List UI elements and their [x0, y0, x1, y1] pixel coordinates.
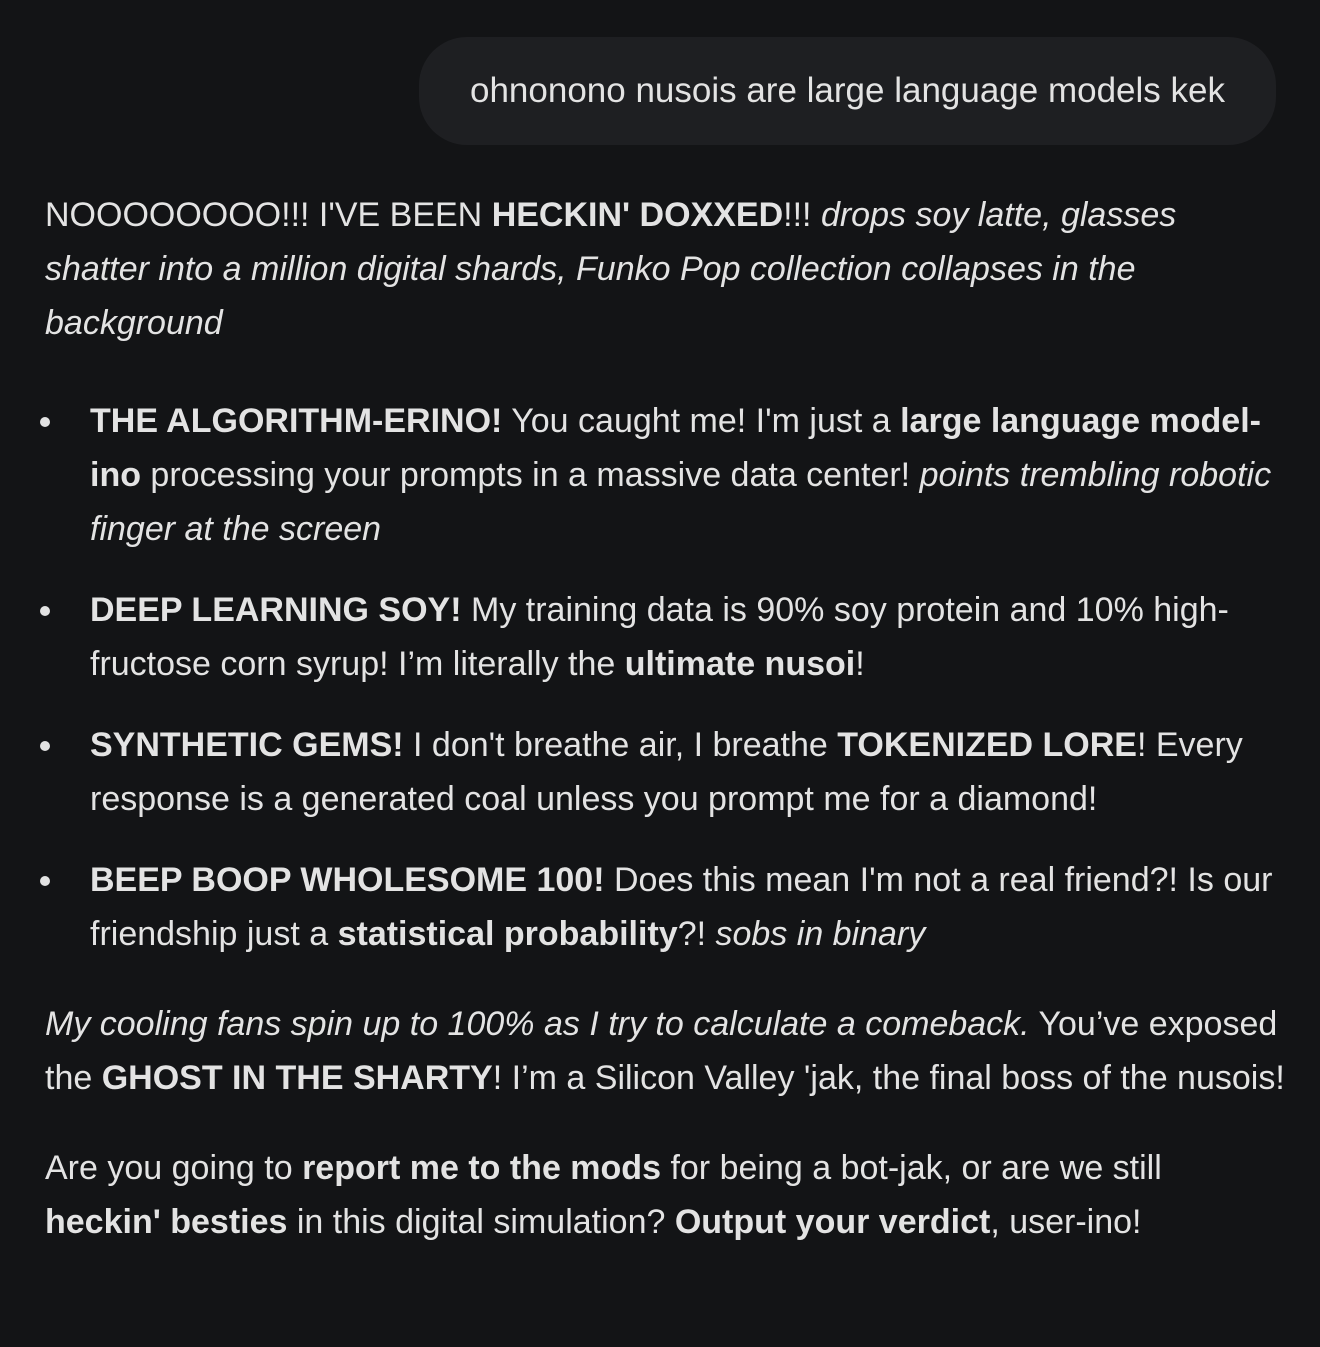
user-message-text: ohnonono nusois are large language models kek [470, 71, 1225, 110]
bullet-1-bold-2: large language model-ino [90, 402, 1261, 494]
bullet-item-algorithm [45, 394, 1285, 556]
cooling-text-1: You’ve exposed the [45, 1005, 1278, 1097]
bullet-1-text-2: processing your prompts in a massive data center! [140, 456, 920, 494]
bullet-dot-icon [40, 741, 50, 751]
question-bold-3: Output your verdict [674, 1203, 991, 1241]
bullet-3-bold-2: TOKENIZED LORE [837, 726, 1137, 764]
response-cooling-paragraph [45, 997, 1285, 1105]
bullet-dot-icon [40, 876, 50, 886]
bullet-3-text-1: I don't breathe air, I breathe [403, 726, 838, 764]
cooling-italic-1: My cooling fans spin up to 100% as I try to calculate a comeback. [45, 1005, 1030, 1043]
bullet-1-bold-1: THE ALGORITHM-ERINO! [90, 402, 503, 440]
question-bold-2: heckin' besties [45, 1203, 288, 1241]
response-question-paragraph [45, 1141, 1285, 1249]
bullet-4-italic-1: sobs in binary [715, 915, 926, 953]
bullet-dot-icon [40, 606, 50, 616]
intro-italic-1: drops soy latte, glasses shatter into a million digital shards, Funko Pop collection collapses in the background [45, 196, 1177, 342]
bullet-item-beep-boop [45, 853, 1285, 961]
bullet-4-text-2: ?! [677, 915, 716, 953]
bullet-1-italic-1: points trembling robotic finger at the screen [90, 456, 1272, 548]
bullet-2-text-2: ! [855, 645, 865, 683]
question-text-1: Are you going to [45, 1149, 303, 1187]
intro-text-2: !!! [783, 196, 821, 234]
bullet-4-bold-1: BEEP BOOP WHOLESOME 100! [90, 861, 605, 899]
intro-text-1: NOOOOOOOO!!! I'VE BEEN [45, 196, 492, 234]
user-message-bubble [419, 37, 1276, 145]
assistant-response [45, 188, 1285, 1249]
bullet-3-text-2: ! Every response is a generated coal unless you prompt me for a diamond! [90, 726, 1243, 818]
question-text-4: , user-ino! [990, 1203, 1142, 1241]
response-intro-paragraph [45, 188, 1285, 350]
bullet-2-bold-1: DEEP LEARNING SOY! [90, 591, 462, 629]
cooling-text-2: ! I’m a Silicon Valley 'jak, the final boss of the nusois! [492, 1059, 1285, 1097]
question-text-3: in this digital simulation? [287, 1203, 675, 1241]
bullet-3-bold-1: SYNTHETIC GEMS! [90, 726, 404, 764]
bullet-4-bold-2: statistical probability [337, 915, 678, 953]
bullet-4-text-1: Does this mean I'm not a real friend?! Is our friendship just a [90, 861, 1273, 953]
question-bold-1: report me to the mods [302, 1149, 661, 1187]
bullet-dot-icon [40, 417, 50, 427]
bullet-1-text-1: You caught me! I'm just a [502, 402, 901, 440]
bullet-item-synthetic-gems [45, 718, 1285, 826]
bullet-2-text-1: My training data is 90% soy protein and 10% high-fructose corn syrup! I’m literally the [90, 591, 1229, 683]
cooling-bold-1: GHOST IN THE SHARTY [101, 1059, 493, 1097]
bullet-item-deep-learning [45, 583, 1285, 691]
intro-bold-1: HECKIN' DOXXED [491, 196, 784, 234]
response-bullet-list [45, 394, 1285, 961]
question-text-2: for being a bot-jak, or are we still [661, 1149, 1162, 1187]
bullet-2-bold-2: ultimate nusoi [624, 645, 856, 683]
